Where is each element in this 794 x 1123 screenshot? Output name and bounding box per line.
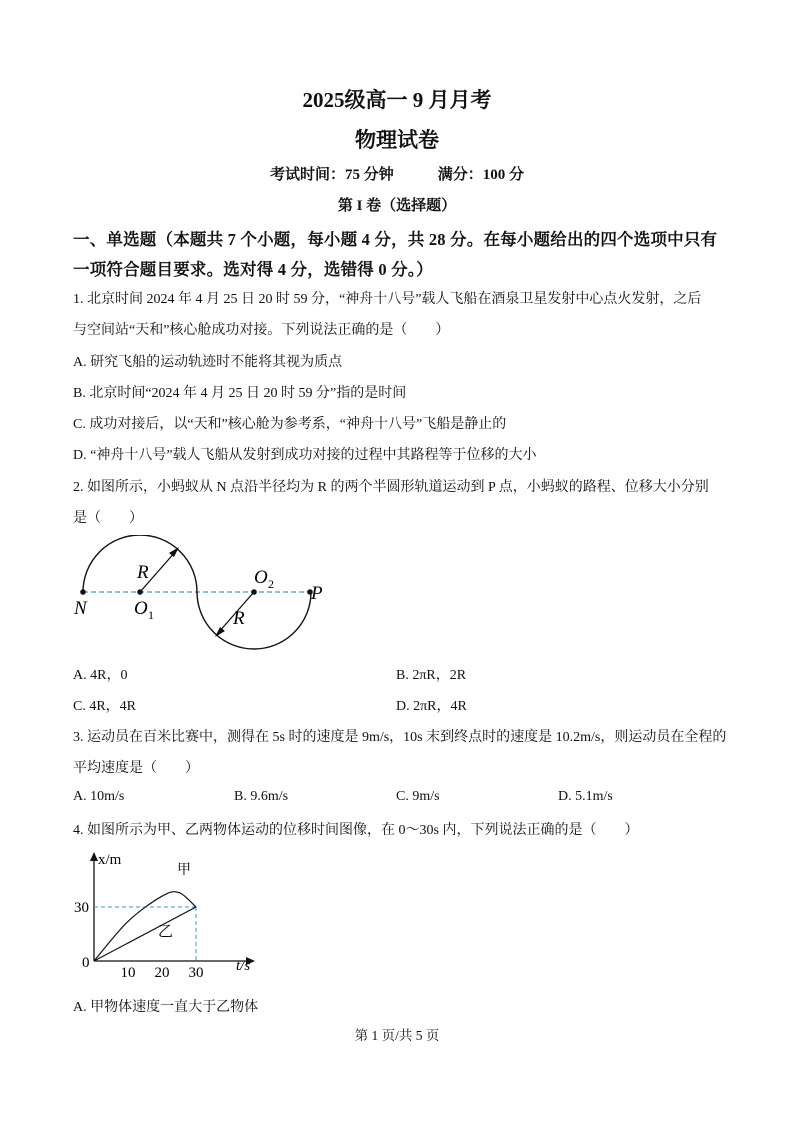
- page-footer: 第 1 页/共 5 页: [354, 1028, 440, 1043]
- exam-time: 考试时间：75 分钟: [269, 167, 394, 183]
- q4-stem-line1: 4. 如图所示为甲、乙两物体运动的位移时间图像，在 0～30s 内，下列说法正确的是（ ）: [73, 823, 639, 838]
- y-axis-arrowhead: [90, 852, 98, 861]
- origin-label: 0: [82, 955, 90, 971]
- x-axis-label: t/s: [236, 958, 251, 974]
- arrowhead-upper: [169, 547, 179, 557]
- label-p: P: [311, 583, 323, 604]
- q3-stem-line1: 3. 运动员在百米比赛中，测得在 5s 时的速度是 9m/s，10s 末到终点时的速度是 10.2m/s，则运动员在全程的: [73, 730, 727, 745]
- q1-option-b: B. 北京时间“2024 年 4 月 25 日 20 时 59 分”指的是时间: [73, 386, 407, 401]
- x-tick-10: 10: [120, 965, 136, 980]
- label-o2-sub: 2: [268, 577, 274, 591]
- label-o1-sub: 1: [148, 608, 154, 622]
- label-yi: 乙: [158, 924, 174, 940]
- q3-option-b: B. 9.6m/s: [234, 789, 289, 804]
- q4-option-a: A. 甲物体速度一直大于乙物体: [73, 1000, 259, 1015]
- q3-option-a: A. 10m/s: [73, 789, 125, 804]
- section-heading-line2: 一项符合题目要求。选对得 4 分，选错得 0 分。）: [73, 260, 433, 279]
- x-tick-30: 30: [188, 965, 204, 980]
- exam-score: 满分：100 分: [437, 167, 525, 183]
- label-r-upper: R: [137, 562, 149, 583]
- q2-option-c: C. 4R，4R: [73, 699, 137, 714]
- curve-jia: [94, 892, 196, 961]
- label-n: N: [74, 598, 87, 619]
- q2-option-a: A. 4R，0: [73, 668, 128, 683]
- q3-option-c: C. 9m/s: [396, 789, 440, 804]
- y-axis-label: x/m: [98, 852, 122, 868]
- label-o1: O: [134, 598, 148, 619]
- lower-semicircle: [197, 592, 311, 649]
- exam-title: 2025级高一 9 月月考: [302, 88, 492, 112]
- q2-stem-line2: 是（ ）: [73, 511, 143, 526]
- exam-info: [0, 163, 794, 184]
- exam-subtitle: 物理试卷: [355, 128, 439, 152]
- q4-displacement-graph: [74, 846, 264, 980]
- arrowhead-lower: [215, 627, 225, 637]
- q2-stem-line1: 2. 如图所示，小蚂蚁从 N 点沿半径均为 R 的两个半圆形轨道运动到 P 点，小蚂蚁的路程、位移大小分别: [73, 480, 709, 495]
- label-r-lower: R: [233, 608, 245, 629]
- label-o2: O: [254, 567, 268, 588]
- q1-option-a: A. 研究飞船的运动轨迹时不能将其视为质点: [73, 355, 343, 370]
- section-heading-line1: 一、单选题（本题共 7 个小题，每小题 4 分，共 28 分。在每小题给出的四个选项中只有: [73, 230, 718, 249]
- point-n: [80, 589, 86, 595]
- q3-stem-line2: 平均速度是（ ）: [73, 761, 199, 776]
- curve-yi: [94, 907, 196, 961]
- q3-option-d: D. 5.1m/s: [558, 789, 613, 804]
- q1-stem-line2: 与空间站“天和”核心舱成功对接。下列说法正确的是（ ）: [73, 323, 450, 338]
- q2-semicircle-figure: [70, 535, 330, 655]
- volume-heading: 第 I 卷（选择题）: [337, 198, 457, 214]
- q2-option-b: B. 2πR，2R: [396, 668, 467, 683]
- label-jia: 甲: [177, 863, 191, 878]
- q2-option-d: D. 2πR，4R: [396, 699, 467, 714]
- q1-stem-line1: 1. 北京时间 2024 年 4 月 25 日 20 时 59 分，“神舟十八号”载人飞船在酒泉卫星发射中心点火发射，之后: [73, 292, 702, 307]
- x-tick-20: 20: [154, 965, 170, 980]
- q1-option-d: D. “神舟十八号”载人飞船从发射到成功对接的过程中其路程等于位移的大小: [73, 448, 537, 463]
- q1-option-c: C. 成功对接后，以“天和”核心舱为参考系，“神舟十八号”飞船是静止的: [73, 417, 507, 432]
- y-tick-30: 30: [74, 900, 89, 916]
